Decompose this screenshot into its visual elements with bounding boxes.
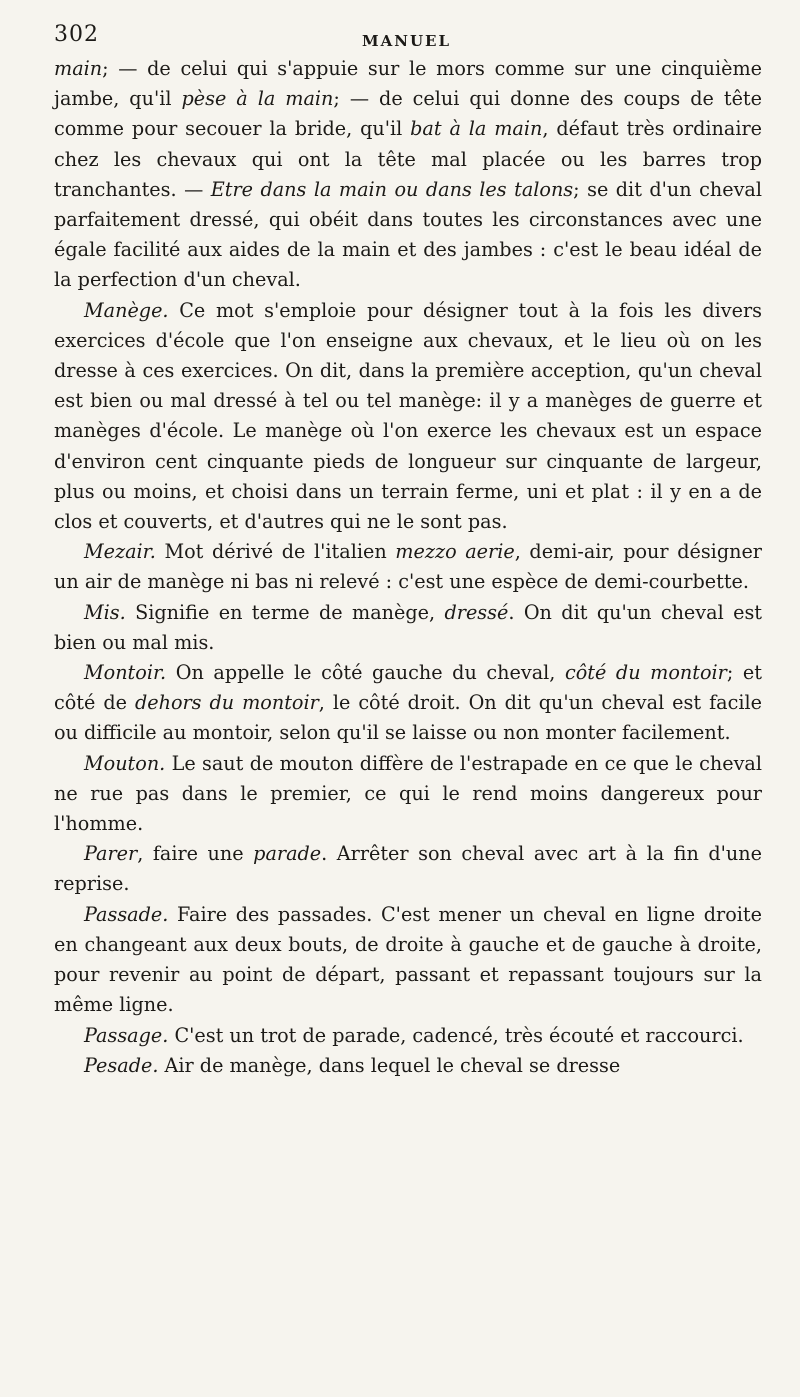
text-segment: Signifie en terme de manège, bbox=[125, 600, 445, 624]
entry-manege bbox=[54, 296, 762, 538]
text-segment: bat à la main bbox=[410, 117, 543, 141]
entry-passade bbox=[54, 900, 762, 1021]
text-segment: ; — de celui qui s'appuie sur le mors comme sur une cinquième jambe, qu'il bbox=[54, 57, 762, 111]
entry-term: Passade. bbox=[84, 902, 169, 926]
text-segment: dehors du montoir bbox=[134, 691, 319, 715]
text-segment: mezzo aerie bbox=[395, 540, 515, 564]
entry-parer bbox=[54, 839, 762, 899]
entry-term: Parer bbox=[84, 842, 138, 866]
text-segment: , le côté droit. On dit qu'un cheval est facile ou difficile au montoir, selon qu'il se laisse ou non monter facilement. bbox=[54, 691, 762, 745]
text-segment: , faire une bbox=[137, 842, 254, 866]
entry-mouton bbox=[54, 749, 762, 840]
entry-term: Pesade. bbox=[84, 1053, 159, 1077]
entry-term: Montoir. bbox=[84, 661, 167, 685]
text-segment: Le saut de mouton diffère de l'estrapade en ce que le cheval ne rue pas dans le premier, ce qui le rend moins dangereux pour l'homme. bbox=[54, 751, 762, 836]
text-segment: Etre dans la main ou dans les talons bbox=[210, 177, 574, 201]
text-segment: On appelle le côté gauche du cheval, bbox=[166, 661, 565, 685]
page-number: 302 bbox=[54, 22, 99, 47]
text-segment: parade bbox=[253, 842, 322, 866]
text-segment: dressé bbox=[444, 600, 509, 624]
text-segment: . On dit qu'un cheval est bien ou mal mis. bbox=[54, 600, 763, 654]
text-segment: . Arrêter son cheval avec art à la fin d'une reprise. bbox=[54, 842, 762, 896]
entry-term: Mis. bbox=[84, 600, 126, 624]
text-segment: , demi-air, pour désigner un air de manège ni bas ni relevé : c'est une espèce de demi-courbette. bbox=[54, 540, 762, 594]
text-segment: ; et côté de bbox=[54, 661, 762, 715]
text-segment: Ce mot s'emploie pour désigner tout à la fois les divers exercices d'école que l'on enseigne aux chevaux, et le lieu où on les dresse à ces exercices. On dit, dans la première acception, qu'un cheval est bien ou mal dressé à tel ou tel manège: il y a manèges de guerre et manèges d'école. Le manège où l'on exerce les chevaux est un espace d'environ cent cinquante pieds de longueur sur cinquante de largeur, plus ou moins, et choisi dans un terrain ferme, uni et plat : il y en a de clos et couverts, et d'autres qui ne le sont pas. bbox=[54, 298, 762, 534]
text-segment: Air de manège, dans lequel le cheval se dresse bbox=[158, 1053, 621, 1077]
text-segment: ; — de celui qui donne des coups de tête comme pour secouer la bride, qu'il bbox=[54, 87, 763, 141]
text-segment: côté du montoir bbox=[564, 661, 727, 685]
entry-mezair bbox=[54, 537, 762, 597]
text-segment: Mot dérivé de l'italien bbox=[155, 540, 396, 564]
entry-term: Mouton. bbox=[84, 751, 166, 775]
text-segment: main bbox=[54, 57, 103, 80]
text-segment: ; se dit d'un cheval parfaitement dressé, qui obéit dans toutes les circonstances avec une égale facilité aux aides de la main et des jambes : c'est le beau idéal de la perfection d'un cheval. bbox=[54, 177, 762, 292]
entry-term: Manège. bbox=[84, 298, 169, 322]
text-segment: C'est un trot de parade, cadencé, très écouté et raccourci. bbox=[168, 1023, 744, 1047]
entry-term: Mezair. bbox=[84, 540, 156, 564]
body-text bbox=[54, 54, 762, 1081]
entry-term: Passage. bbox=[84, 1023, 169, 1047]
page-header bbox=[54, 18, 762, 54]
running-head: MANUEL bbox=[362, 32, 452, 50]
text-segment: Faire des passades. C'est mener un cheval en ligne droite en changeant aux deux bouts, de droite à gauche et de gauche à droite, pour revenir au point de départ, passant et repassant toujours sur la même ligne. bbox=[54, 902, 762, 1017]
entry-mis bbox=[54, 598, 762, 658]
text-segment: , défaut très ordinaire chez les chevaux qui ont la tête mal placée ou les barres trop tranchantes. — bbox=[54, 117, 763, 201]
entry-pesade bbox=[54, 1051, 762, 1081]
entry-montoir bbox=[54, 658, 762, 749]
text-segment: pèse à la main bbox=[181, 87, 334, 111]
entry-passage bbox=[54, 1021, 762, 1051]
paragraph-continuation bbox=[54, 54, 762, 296]
